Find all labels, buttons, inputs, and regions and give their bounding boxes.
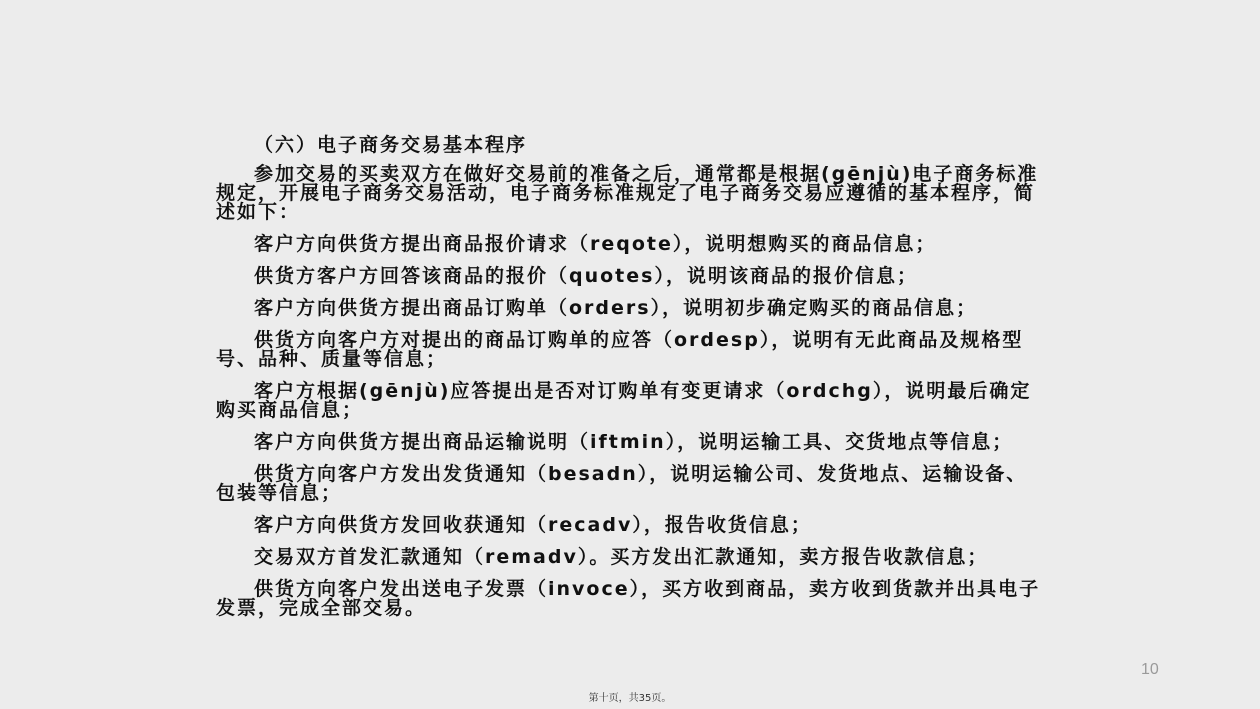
paragraph-step-9: 交易双方首发汇款通知（remadv）。买方发出汇款通知，卖方报告收款信息； — [254, 546, 989, 568]
paragraph-step-2: 供货方客户方回答该商品的报价（quotes），说明该商品的报价信息； — [254, 265, 918, 287]
section-title: （六）电子商务交易基本程序 — [254, 134, 528, 156]
page-footer: 第十页，共35页。 — [588, 693, 672, 704]
slide-content — [216, 136, 1046, 631]
paragraph-step-3: 客户方向供货方提出商品订购单（orders），说明初步确定购买的商品信息； — [254, 297, 978, 319]
paragraph-step-6: 客户方向供货方提出商品运输说明（iftmin），说明运输工具、交货地点等信息； — [254, 431, 1014, 453]
paragraph-intro: 参加交易的买卖双方在做好交易前的准备之后，通常都是根据(gēnjù)电子商务标准规定，开展电子商务交易活动，电子商务标准规定了电子商务交易应遵循的基本程序，简述如下： — [216, 163, 1039, 223]
paragraph-step-4: 供货方向客户方对提出的商品订购单的应答（ordesp），说明有无此商品及规格型号、品种、质量等信息； — [216, 329, 1024, 370]
page-number: 10 — [1141, 661, 1159, 678]
paragraph-step-5: 客户方根据(gēnjù)应答提出是否对订购单有变更请求（ordchg），说明最后确定购买商品信息； — [216, 380, 1032, 421]
paragraph-step-7: 供货方向客户方发出发货通知（besadn），说明运输公司、发货地点、运输设备、包装等信息； — [216, 463, 1028, 504]
paragraph-step-1: 客户方向供货方提出商品报价请求（reqote），说明想购买的商品信息； — [254, 233, 937, 255]
paragraph-step-8: 客户方向供货方发回收获通知（recadv），报告收货信息； — [254, 514, 812, 536]
paragraph-step-10: 供货方向客户发出送电子发票（invoce），买方收到商品，卖方收到货款并出具电子发票，完成全部交易。 — [216, 578, 1041, 619]
